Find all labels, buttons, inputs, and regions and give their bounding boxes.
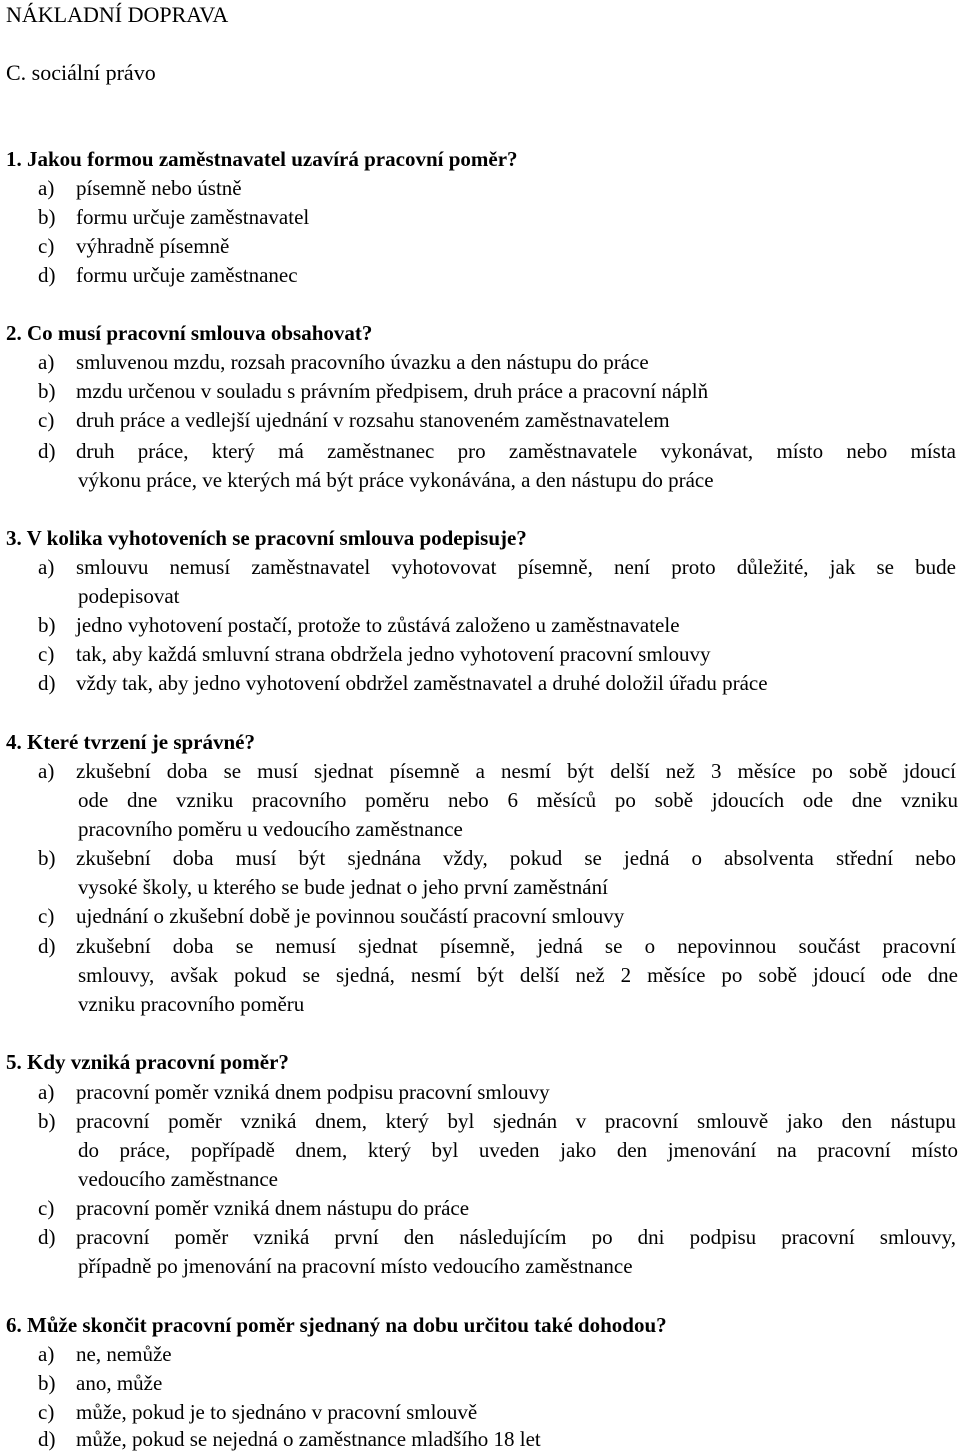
option-text: druh práce a vedlejší ujednání v rozsahu stanoveném zaměstnavatelem	[76, 408, 670, 432]
option-letter: d)	[38, 1427, 56, 1451]
section-title: C. sociální právo	[6, 60, 156, 85]
option-text: pracovní poměr vzniká dnem nástupu do práce	[76, 1196, 470, 1220]
q4-option-d-continuation-1	[78, 961, 958, 990]
question-3: 3. V kolika vyhotoveních se pracovní smlouva podepisuje?	[6, 526, 527, 550]
option-letter: b)	[38, 205, 56, 229]
option-letter: a)	[38, 555, 55, 579]
option-letter: c)	[38, 904, 55, 928]
continuation-text: do práce, popřípadě dnem, který byl uveden jako den jmenování na pracovní místo	[78, 1138, 958, 1162]
option-text: jedno vyhotovení postačí, protože to zůstává založeno u zaměstnavatele	[76, 613, 680, 637]
option-letter: d)	[38, 671, 56, 695]
option-text: smluvenou mzdu, rozsah pracovního úvazku a den nástupu do práce	[76, 350, 649, 374]
option-text: ano, může	[76, 1371, 163, 1395]
question-2: 2. Co musí pracovní smlouva obsahovat?	[6, 321, 373, 345]
q5-option-b-continuation-1	[78, 1136, 958, 1165]
option-letter: a)	[38, 1342, 55, 1366]
option-text: výhradně písemně	[76, 234, 230, 258]
continuation-text: smlouvy, avšak pokud se sjedná, nesmí být delší než 2 měsíce po sobě jdoucí ode dne	[78, 963, 958, 987]
option-text: formu určuje zaměstnanec	[76, 263, 298, 287]
option-letter: d)	[38, 934, 56, 958]
option-text: zkušební doba se musí sjednat písemně a nesmí být delší než 3 měsíce po sobě jdoucí	[76, 759, 956, 783]
option-letter: b)	[38, 1109, 56, 1133]
option-letter: d)	[38, 263, 56, 287]
option-text: ujednání o zkušební době je povinnou součástí pracovní smlouvy	[76, 904, 625, 928]
continuation-text: ode dne vzniku pracovního poměru nebo 6 měsíců po sobě jdoucích ode dne vzniku	[78, 788, 958, 812]
option-text: může, pokud je to sjednáno v pracovní smlouvě	[76, 1400, 478, 1424]
option-letter: c)	[38, 1196, 55, 1220]
option-text: pracovní poměr vzniká dnem, který byl sjednán v pracovní smlouvě jako den nástupu	[76, 1109, 956, 1133]
question-1: 1. Jakou formou zaměstnavatel uzavírá pracovní poměr?	[6, 147, 518, 171]
q5-option-d-continuation: případně po jmenování na pracovní místo vedoucího zaměstnance	[78, 1254, 633, 1278]
option-text: smlouvu nemusí zaměstnavatel vyhotovovat písemně, není proto důležité, jak se bude	[76, 555, 956, 579]
option-letter: a)	[38, 176, 55, 200]
document-title: NÁKLADNÍ DOPRAVA	[6, 2, 229, 27]
option-text: druh práce, který má zaměstnanec pro zaměstnavatele vykonávat, místo nebo místa	[76, 439, 956, 463]
option-text: pracovní poměr vzniká první den následujícím po dni podpisu pracovní smlouvy,	[76, 1225, 956, 1249]
question-6: 6. Může skončit pracovní poměr sjednaný na dobu určitou také dohodou?	[6, 1313, 667, 1337]
option-text: pracovní poměr vzniká dnem podpisu pracovní smlouvy	[76, 1080, 550, 1104]
option-text: může, pokud se nejedná o zaměstnance mladšího 18 let	[76, 1427, 541, 1451]
question-4: 4. Které tvrzení je správné?	[6, 730, 255, 754]
q4-option-b-continuation: vysoké školy, u kterého se bude jednat o jeho první zaměstnání	[78, 875, 608, 899]
option-letter: c)	[38, 234, 55, 258]
option-letter: a)	[38, 350, 55, 374]
option-text: formu určuje zaměstnavatel	[76, 205, 310, 229]
option-letter: b)	[38, 379, 56, 403]
q5-option-b-continuation-2: vedoucího zaměstnance	[78, 1167, 278, 1191]
option-text: zkušební doba musí být sjednána vždy, pokud se jedná o absolventa střední nebo	[76, 846, 956, 870]
option-text: zkušební doba se nemusí sjednat písemně, jedná se o nepovinnou součást pracovní	[76, 934, 956, 958]
option-letter: c)	[38, 642, 55, 666]
option-letter: b)	[38, 1371, 56, 1395]
q2-option-d-continuation: výkonu práce, ve kterých má být práce vykonávána, a den nástupu do práce	[78, 468, 714, 492]
q4-option-a-continuation-1	[78, 786, 958, 815]
option-letter: b)	[38, 613, 56, 637]
option-letter: d)	[38, 1225, 56, 1249]
q3-option-a-continuation: podepisovat	[78, 584, 180, 608]
option-text: vždy tak, aby jedno vyhotovení obdržel zaměstnavatel a druhé doložil úřadu práce	[76, 671, 768, 695]
option-text: ne, nemůže	[76, 1342, 172, 1366]
q4-option-d-continuation-2: vzniku pracovního poměru	[78, 992, 305, 1016]
option-text: písemně nebo ústně	[76, 176, 242, 200]
option-letter: c)	[38, 408, 55, 432]
question-5: 5. Kdy vzniká pracovní poměr?	[6, 1050, 289, 1074]
option-letter: d)	[38, 439, 56, 463]
option-letter: c)	[38, 1400, 55, 1424]
option-letter: a)	[38, 1080, 55, 1104]
option-letter: a)	[38, 759, 55, 783]
option-text: tak, aby každá smluvní strana obdržela jedno vyhotovení pracovní smlouvy	[76, 642, 711, 666]
option-letter: b)	[38, 846, 56, 870]
q4-option-a-continuation-2: pracovního poměru u vedoucího zaměstnance	[78, 817, 463, 841]
option-text: mzdu určenou v souladu s právním předpisem, druh práce a pracovní náplň	[76, 379, 709, 403]
